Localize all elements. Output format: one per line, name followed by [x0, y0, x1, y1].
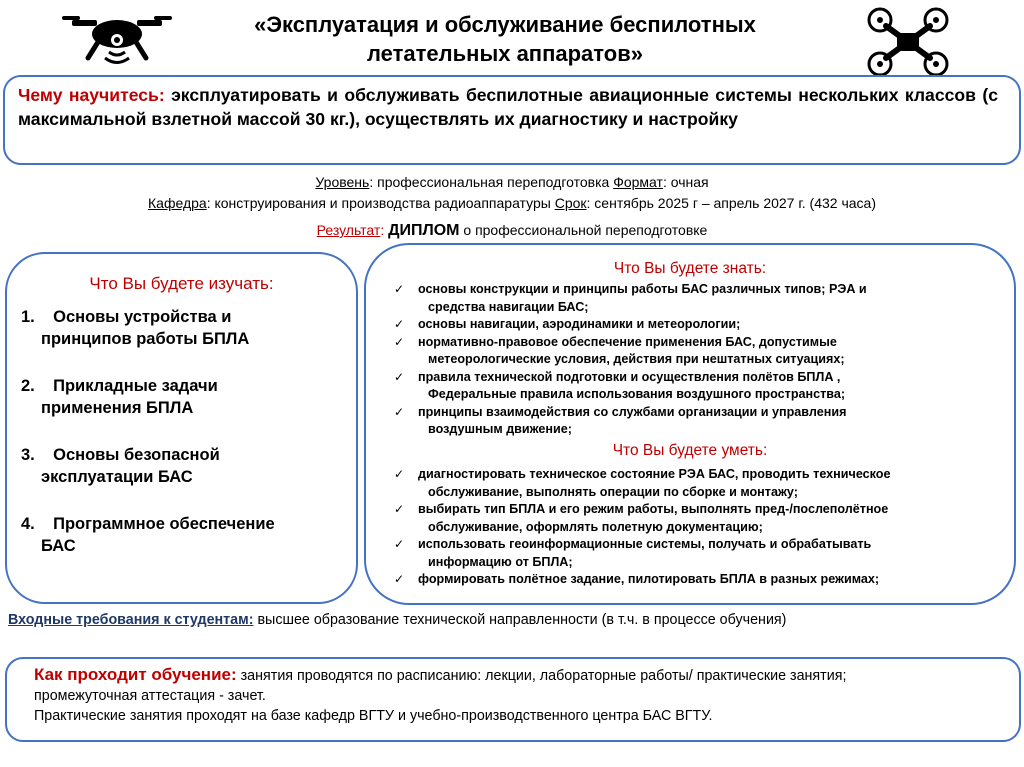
study-item-number: 3.	[21, 446, 35, 464]
result-colon: :	[380, 222, 385, 238]
study-item-text: Программное обеспечение	[53, 515, 275, 533]
format-value: : очная	[662, 174, 709, 190]
study-item-text: Прикладные задачи	[53, 377, 218, 395]
able-item: ✓ диагностировать техническое состояние РЭА БАС, проводить техническое обслуживание, выполнять операции по сборке и монтажу;	[394, 467, 891, 499]
title-line-2: летательных аппаратов»	[367, 41, 643, 66]
how-text-2: промежуточная аттестация - зачет.	[34, 688, 266, 704]
study-item	[21, 375, 351, 419]
requirements-label: Входные требования к студентам:	[8, 612, 254, 628]
skills-box	[364, 243, 1016, 605]
learn-text	[18, 83, 998, 131]
how-box	[5, 657, 1021, 742]
know-list	[394, 281, 972, 439]
know-item: ✓ принципы взаимодействия со службами организации и управления воздушным движение;	[394, 404, 847, 436]
dept-value: : конструирования и производства радиоаппаратуры	[206, 195, 555, 211]
know-item: ✓ основы навигации, аэродинамики и метеорологии;	[394, 316, 972, 334]
check-icon: ✓	[394, 502, 405, 516]
how-label: Как проходит обучение:	[34, 665, 237, 684]
check-icon: ✓	[394, 467, 405, 481]
learn-box	[3, 75, 1021, 165]
able-item: ✓ использовать геоинформационные системы, получать и обрабатывать информацию от БПЛА;	[394, 537, 872, 569]
study-item-text-cont: применения БПЛА	[41, 399, 194, 417]
able-title: Что Вы будете уметь:	[612, 442, 768, 459]
study-title: Что Вы будете изучать:	[89, 274, 274, 293]
check-icon: ✓	[394, 282, 405, 296]
learn-label: Чему научитесь:	[18, 85, 165, 105]
drone-icon	[62, 10, 172, 70]
study-item-text: Основы безопасной	[53, 446, 220, 464]
term-value: : сентябрь 2025 г – апрель 2027 г. (432 часа)	[586, 195, 876, 211]
how-text	[34, 665, 1014, 726]
know-title: Что Вы будете знать:	[613, 260, 767, 277]
check-icon: ✓	[394, 369, 405, 384]
check-icon: ✓	[394, 334, 405, 349]
check-icon: ✓	[394, 317, 405, 331]
study-item-number: 2.	[21, 377, 35, 395]
result-value: о профессиональной переподготовке	[463, 222, 708, 238]
quadcopter-icon	[864, 6, 952, 78]
study-item-text-cont: эксплуатации БАС	[41, 468, 193, 486]
study-item	[21, 444, 351, 488]
study-item-number: 1.	[21, 308, 35, 326]
result-diploma: ДИПЛОМ	[388, 222, 460, 239]
check-icon: ✓	[394, 572, 405, 586]
study-item	[21, 513, 351, 557]
learn-description: эксплуатировать и обслуживать беспилотные авиационные системы нескольких классов (с максимальной взлетной массой 30 кг.), осуществлять их диагностику и настройку	[18, 85, 998, 129]
know-item: ✓ основы конструкции и принципы работы БАС различных типов; РЭА и средства навигации БАС;	[394, 282, 867, 314]
able-item: ✓ формировать полётное задание, пилотировать БПЛА в разных режимах;	[394, 571, 972, 589]
term-label: Срок	[554, 195, 587, 211]
result-line	[0, 220, 1024, 241]
study-item-text-cont: принципов работы БПЛА	[41, 330, 250, 348]
requirements-text: высшее образование технической направленности (в т.ч. в процессе обучения)	[257, 612, 787, 628]
requirements-line	[8, 610, 1018, 630]
study-list	[21, 306, 351, 582]
know-item: ✓ правила технической подготовки и осуществления полётов БПЛА , Федеральные правила использования воздушного пространства;	[394, 369, 846, 401]
level-format-line	[0, 172, 1024, 192]
format-label: Формат	[613, 174, 663, 190]
page-title	[175, 10, 835, 68]
title-line-1: «Эксплуатация и обслуживание беспилотных	[254, 12, 756, 37]
study-item-text-cont: БАС	[41, 537, 76, 555]
check-icon: ✓	[394, 537, 405, 551]
able-list	[394, 466, 972, 589]
dept-label: Кафедра	[148, 195, 207, 211]
study-item-text: Основы устройства и	[53, 308, 232, 326]
result-label: Результат	[316, 222, 381, 238]
know-item: ✓ нормативно-правовое обеспечение применения БАС, допустимые метеорологические условия, действия при нештатных ситуациях;	[394, 334, 845, 366]
study-item-number: 4.	[21, 515, 35, 533]
able-item: ✓ выбирать тип БПЛА и его режим работы, выполнять пред-/послеполётное обслуживание, оформлять полетную документацию;	[394, 502, 889, 534]
check-icon: ✓	[394, 404, 405, 419]
study-box	[5, 252, 358, 604]
level-value: : профессиональная переподготовка	[369, 174, 614, 190]
how-text-1: занятия проводятся по расписанию: лекции, лабораторные работы/ практические занятия;	[240, 668, 847, 684]
study-item	[21, 306, 351, 350]
dept-term-line	[0, 193, 1024, 213]
how-text-3: Практические занятия проходят на базе кафедр ВГТУ и учебно-производственного центра БАС ВГТУ.	[34, 708, 713, 724]
level-label: Уровень	[315, 174, 370, 190]
